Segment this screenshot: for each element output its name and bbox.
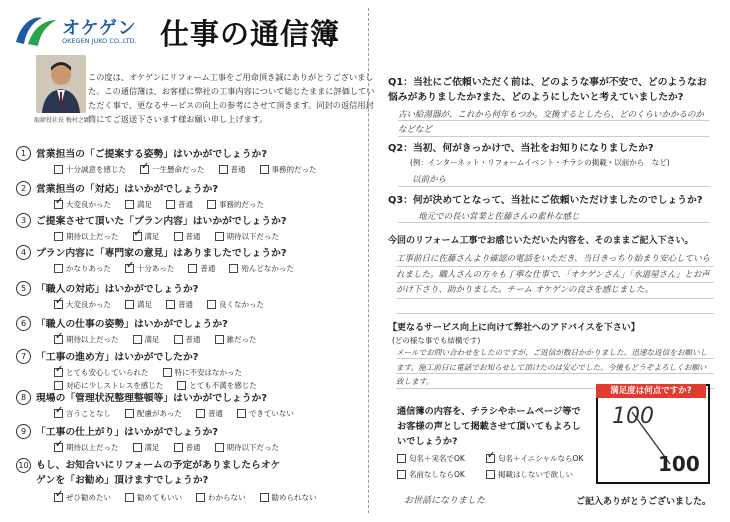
question-1-option-4[interactable] <box>260 164 317 175</box>
question-5-option-1[interactable] <box>54 299 111 310</box>
q1-rule-2 <box>398 136 710 137</box>
question-8-number: 8 <box>16 390 31 405</box>
question-3-option-3[interactable] <box>174 231 201 242</box>
publish-question: 通信簿の内容を、チラシやホームページ等でお客様の声として掲載させて頂いてもよろしいでしょうか? <box>397 406 581 447</box>
question-1-option-1-label: 十分誠意を感じた <box>66 165 126 174</box>
question-9-option-4-label: 期待以下だった <box>226 443 279 452</box>
question-2-option-3-label: 普通 <box>178 200 193 209</box>
question-4-option-4-checkbox[interactable] <box>229 264 238 273</box>
question-2-number: 2 <box>16 181 31 196</box>
question-1-option-3-checkbox[interactable] <box>219 165 228 174</box>
question-5-option-1-checkbox[interactable] <box>54 300 63 309</box>
question-5-option-3[interactable] <box>166 299 193 310</box>
question-1-option-4-checkbox[interactable] <box>260 165 269 174</box>
question-4-option-3-label: 普通 <box>200 264 216 273</box>
closing-thanks: ご記入ありがとうございました。 <box>576 497 712 507</box>
question-10-option-4-label: 勧められない <box>271 493 317 502</box>
q1-text: Q1：当社にご依頼いただく前は、どのような事が不安で、どのようなお悩みがありましたか?また、どのようにしたいと考えていましたか? <box>388 77 707 103</box>
question-2-option-2-checkbox[interactable] <box>125 200 134 209</box>
publish-option-4-checkbox[interactable] <box>486 470 495 479</box>
question-7-options-row-1 <box>54 367 242 378</box>
question-8-option-1-checkbox[interactable] <box>54 409 63 418</box>
question-7-option-3-label: 対応に少しストレスを感じた <box>66 381 164 390</box>
publish-option-3[interactable]: 名前なしならOK <box>397 469 465 480</box>
question-7-option-4-label: とても不満を感じた <box>189 381 257 390</box>
question-5-number: 5 <box>16 281 31 296</box>
question-10-option-3-checkbox[interactable] <box>196 493 205 502</box>
question-6-option-1[interactable] <box>54 334 119 345</box>
question-5-option-2-label: 満足 <box>137 300 152 309</box>
question-5-option-4-checkbox[interactable] <box>207 300 216 309</box>
q3-rule <box>398 222 710 223</box>
question-3-option-2-label: 満足 <box>144 232 160 241</box>
q2-rule <box>398 186 710 187</box>
impression-rule-4 <box>396 313 714 314</box>
question-9-option-4-checkbox[interactable] <box>215 443 224 452</box>
question-6-option-2-checkbox[interactable] <box>133 335 142 344</box>
question-1-options <box>54 164 317 175</box>
question-8-option-1-label: 言うことなし <box>66 409 111 418</box>
question-3-option-1-checkbox[interactable] <box>54 232 63 241</box>
question-9-number: 9 <box>16 424 31 439</box>
question-4-option-1-checkbox[interactable] <box>54 264 63 273</box>
advice-rule-1 <box>396 358 714 359</box>
president-photo <box>36 55 86 113</box>
question-2-text: 営業担当の「対応」はいかがでしょうか? <box>36 184 219 195</box>
question-1-option-2-label: 一生懸命だった <box>152 165 205 174</box>
question-4-option-3[interactable] <box>188 263 215 274</box>
question-3-option-3-label: 普通 <box>185 232 201 241</box>
question-9-text: 「工事の仕上がり」はいかがでしょうか? <box>36 427 219 438</box>
score-handwritten: 100 <box>612 404 654 429</box>
company-sub-name: OKEGEN JUKO CO.,LTD. <box>62 37 137 45</box>
question-6-option-3-label: 普通 <box>185 335 201 344</box>
score-printed: 100 <box>658 452 700 476</box>
q2-answer: 以前から <box>412 175 447 185</box>
question-9-option-3-label: 普通 <box>185 443 201 452</box>
question-4-option-3-checkbox[interactable] <box>188 264 197 273</box>
question-9-option-3[interactable] <box>174 442 201 453</box>
question-3-option-4[interactable] <box>215 231 280 242</box>
question-10-option-3[interactable] <box>196 492 246 503</box>
question-1-option-2-checkbox[interactable] <box>140 165 149 174</box>
question-7-option-1[interactable] <box>54 367 149 378</box>
question-7-option-4-checkbox[interactable] <box>177 381 186 390</box>
publish-option-1[interactable]: 匂名＋実名でOK <box>397 453 465 464</box>
column-divider <box>368 8 370 513</box>
question-3-option-1-label: 期待以上だった <box>66 232 119 241</box>
question-8-option-2[interactable] <box>125 408 182 419</box>
impression-rule-2 <box>396 282 714 283</box>
question-4-option-4[interactable] <box>229 263 294 274</box>
question-6-option-2[interactable] <box>133 334 160 345</box>
question-4-option-4-label: 殆んどなかった <box>241 264 294 273</box>
question-3-text: ご提案させて頂いた「プラン内容」はいかがでしょうか? <box>36 216 287 227</box>
question-8-option-4[interactable] <box>237 408 294 419</box>
question-6-option-3-checkbox[interactable] <box>174 335 183 344</box>
question-2-option-3-checkbox[interactable] <box>166 200 175 209</box>
question-10-option-3-label: わからない <box>208 493 246 502</box>
q1-rule-1 <box>398 120 710 121</box>
question-6-options <box>54 334 257 345</box>
question-8-option-4-label: できていない <box>248 409 294 418</box>
company-logo-mark <box>14 14 58 48</box>
question-4-option-2[interactable] <box>125 263 174 274</box>
question-7-option-1-label: とても安心していられた <box>66 368 149 377</box>
question-2-option-1-label: 大変良かった <box>66 200 111 209</box>
question-4-options <box>54 263 294 274</box>
question-8-option-2-checkbox[interactable] <box>125 409 134 418</box>
publish-option-1-checkbox[interactable] <box>397 454 406 463</box>
question-6-option-4[interactable] <box>215 334 257 345</box>
question-3-number: 3 <box>16 213 31 228</box>
publish-option-3-checkbox[interactable] <box>397 470 406 479</box>
question-4-option-2-checkbox[interactable] <box>125 264 134 273</box>
advice-sub: (どの様な事でも結構です) <box>392 336 481 345</box>
question-1-text: 営業担当の「ご提案する姿勢」はいかがでしょうか? <box>36 149 268 160</box>
question-1-option-4-label: 事務的だった <box>271 165 317 174</box>
question-2-option-1[interactable] <box>54 199 111 210</box>
advice-rule-2 <box>396 373 714 374</box>
question-8-option-3[interactable] <box>196 408 223 419</box>
advice-answer: メールでお問い合わせをしたのですが、ご返信が数日かかりました。迅速な返信をお願いします。施工前日に電話でお知らせして頂けたのは安心でした。今後もどうぞよろしくお願い致します。 <box>396 348 708 386</box>
question-5-option-4-label: 良くなかった <box>219 300 264 309</box>
q2-text: Q2：当初、何がきっかけで、当社をお知りになりましたか? <box>388 143 654 154</box>
question-7-text: 「工事の進め方」はいかがでしたか? <box>36 352 199 363</box>
question-10-option-2[interactable] <box>125 492 182 503</box>
question-2-option-1-checkbox[interactable] <box>54 200 63 209</box>
question-2-option-4-label: 事務的だった <box>219 200 264 209</box>
question-9-option-1-checkbox[interactable] <box>54 443 63 452</box>
question-7-number: 7 <box>16 349 31 364</box>
question-5-text: 「職人の対応」はいかがでしょうか? <box>36 284 199 295</box>
president-name: 取締役社長 梅村之顕 <box>34 117 90 124</box>
company-name: オケゲン <box>62 18 137 39</box>
question-6-option-1-checkbox[interactable] <box>54 335 63 344</box>
question-10-options <box>54 492 317 503</box>
question-6-option-1-label: 期待以上だった <box>66 335 119 344</box>
question-4-number: 4 <box>16 245 31 260</box>
question-10-option-4[interactable] <box>260 492 317 503</box>
question-4-option-2-label: 十分あった <box>136 264 175 273</box>
question-3-options <box>54 231 279 242</box>
advice-title: 【更なるサービス向上に向けて弊社へのアドバイスを下さい】 <box>388 323 640 333</box>
question-6-option-4-checkbox[interactable] <box>215 335 224 344</box>
question-2-option-4-checkbox[interactable] <box>207 200 216 209</box>
question-5-options <box>54 299 264 310</box>
question-3-option-2[interactable] <box>133 231 160 242</box>
question-6-number: 6 <box>16 316 31 331</box>
closing-handwritten: お世話になりました <box>404 496 486 506</box>
impression-rule-3 <box>396 298 714 299</box>
score-label: 満足度は何点ですか? <box>596 384 706 398</box>
question-7-option-2-label: 特に不安はなかった <box>174 368 242 377</box>
question-6-option-2-label: 満足 <box>144 335 160 344</box>
impression-rule-1 <box>396 266 714 267</box>
question-4-text: プラン内容に「専門家の意見」はありましたでしょうか? <box>36 248 287 259</box>
q2-example: (例：インターネット・リフォームイベント・チラシの掲載・以前から など) <box>410 158 670 167</box>
question-1-option-1-checkbox[interactable] <box>54 165 63 174</box>
question-10-option-4-checkbox[interactable] <box>260 493 269 502</box>
question-4-option-1[interactable] <box>54 263 111 274</box>
question-1-option-2[interactable] <box>140 164 205 175</box>
question-8-option-2-label: 配慮があった <box>137 409 182 418</box>
question-10-text: もし、お知合いにリフォームの予定がありましたらオケゲンを「お勧め」頂けますでしょうか? <box>36 460 281 486</box>
question-8-option-3-checkbox[interactable] <box>196 409 205 418</box>
question-9-option-4[interactable] <box>215 442 280 453</box>
question-2-option-2-label: 満足 <box>137 200 152 209</box>
question-8-text: 現場の「管理状況整理整頓等」はいかがでしょうか? <box>36 393 268 404</box>
question-9-option-1-label: 期待以上だった <box>66 443 119 452</box>
question-7-option-3-checkbox[interactable] <box>54 381 63 390</box>
question-9-option-2[interactable] <box>133 442 160 453</box>
question-4-option-1-label: かなりあった <box>66 264 111 273</box>
question-1-option-3-label: 普通 <box>230 165 246 174</box>
publish-option-4[interactable]: 掲載はしないで欲しい <box>486 469 573 480</box>
question-10-option-2-checkbox[interactable] <box>125 493 134 502</box>
q3-answer: 地元での長い営業と佐藤さんの素朴な感じ <box>418 212 580 222</box>
question-2-options <box>54 199 264 210</box>
question-1-option-1[interactable] <box>54 164 126 175</box>
question-5-option-1-label: 大変良かった <box>66 300 111 309</box>
question-10-option-1-checkbox[interactable] <box>54 493 63 502</box>
question-8-option-1[interactable] <box>54 408 111 419</box>
question-8-option-4-checkbox[interactable] <box>237 409 246 418</box>
question-3-option-1[interactable] <box>54 231 119 242</box>
impression-title: 今回のリフォーム工事でお感じいただいた内容を、そのままご記入下さい。 <box>388 236 694 246</box>
question-2-option-2[interactable] <box>125 199 152 210</box>
question-1-option-3[interactable] <box>219 164 246 175</box>
question-6-option-3[interactable] <box>174 334 201 345</box>
question-2-option-4[interactable] <box>207 199 264 210</box>
question-3-option-4-label: 期待以下だった <box>226 232 279 241</box>
question-1-number: 1 <box>16 146 31 161</box>
question-9-option-2-checkbox[interactable] <box>133 443 142 452</box>
publish-option-2-checkbox[interactable] <box>486 454 495 463</box>
question-10-option-2-label: 勧めてもいい <box>137 493 182 502</box>
question-3-option-2-checkbox[interactable] <box>133 232 142 241</box>
question-2-option-3[interactable] <box>166 199 193 210</box>
question-5-option-2-checkbox[interactable] <box>125 300 134 309</box>
q1-answer: 古い給湯器が、これから何年もつか。交換するとしたら、どのくらいかかるのかなどなど <box>398 110 705 135</box>
question-3-option-4-checkbox[interactable] <box>215 232 224 241</box>
question-5-option-3-checkbox[interactable] <box>166 300 175 309</box>
question-7-option-2[interactable] <box>163 367 243 378</box>
question-7-option-1-checkbox[interactable] <box>54 368 63 377</box>
question-9-option-2-label: 満足 <box>144 443 160 452</box>
question-5-option-3-label: 普通 <box>178 300 193 309</box>
question-5-option-2[interactable] <box>125 299 152 310</box>
question-6-option-4-label: 雑だった <box>226 335 257 344</box>
q3-text: Q3：何が決めてとなって、当社にご依頼いただけましたのでしょうか? <box>388 195 703 206</box>
question-10-number: 10 <box>16 458 31 473</box>
question-7-option-2-checkbox[interactable] <box>163 368 172 377</box>
question-5-option-4[interactable] <box>207 299 264 310</box>
question-6-text: 「職人の仕事の姿勢」はいかがでしょうか? <box>36 319 228 330</box>
page-title: 仕事の通信簿 <box>160 17 341 51</box>
question-9-options <box>54 442 279 453</box>
question-10-option-1[interactable] <box>54 492 111 503</box>
question-8-options <box>54 408 294 419</box>
question-3-option-3-checkbox[interactable] <box>174 232 183 241</box>
question-9-option-1[interactable] <box>54 442 119 453</box>
question-8-option-3-label: 普通 <box>207 409 223 418</box>
impression-answer: 工事前日に佐藤さんより確認の電話をいただき、当日きっちり始まり安心していられました。職人さんの方々も丁寧な仕事で、「オケゲンさん」「水道屋さん」とお声がけ下さり、助かりました。チーム オケゲンの良さを感じました。 <box>396 254 711 295</box>
intro-text: この度は、オケゲンにリフォーム工事をご用命頂き誠にありがとうございました。この通信簿は、お客様に弊社の工事内容について総じたままに評価していただく事で、更なるサービスの向上の参考にさせて頂きます。同封の返信用封筒にてご返送下さいます様お願い申し上げます。 <box>88 72 375 124</box>
question-10-option-1-label: ぜひ勧めたい <box>66 493 111 502</box>
publish-option-2[interactable]: ✓ 匂名＋イニシャルならOK <box>486 453 583 464</box>
question-9-option-3-checkbox[interactable] <box>174 443 183 452</box>
